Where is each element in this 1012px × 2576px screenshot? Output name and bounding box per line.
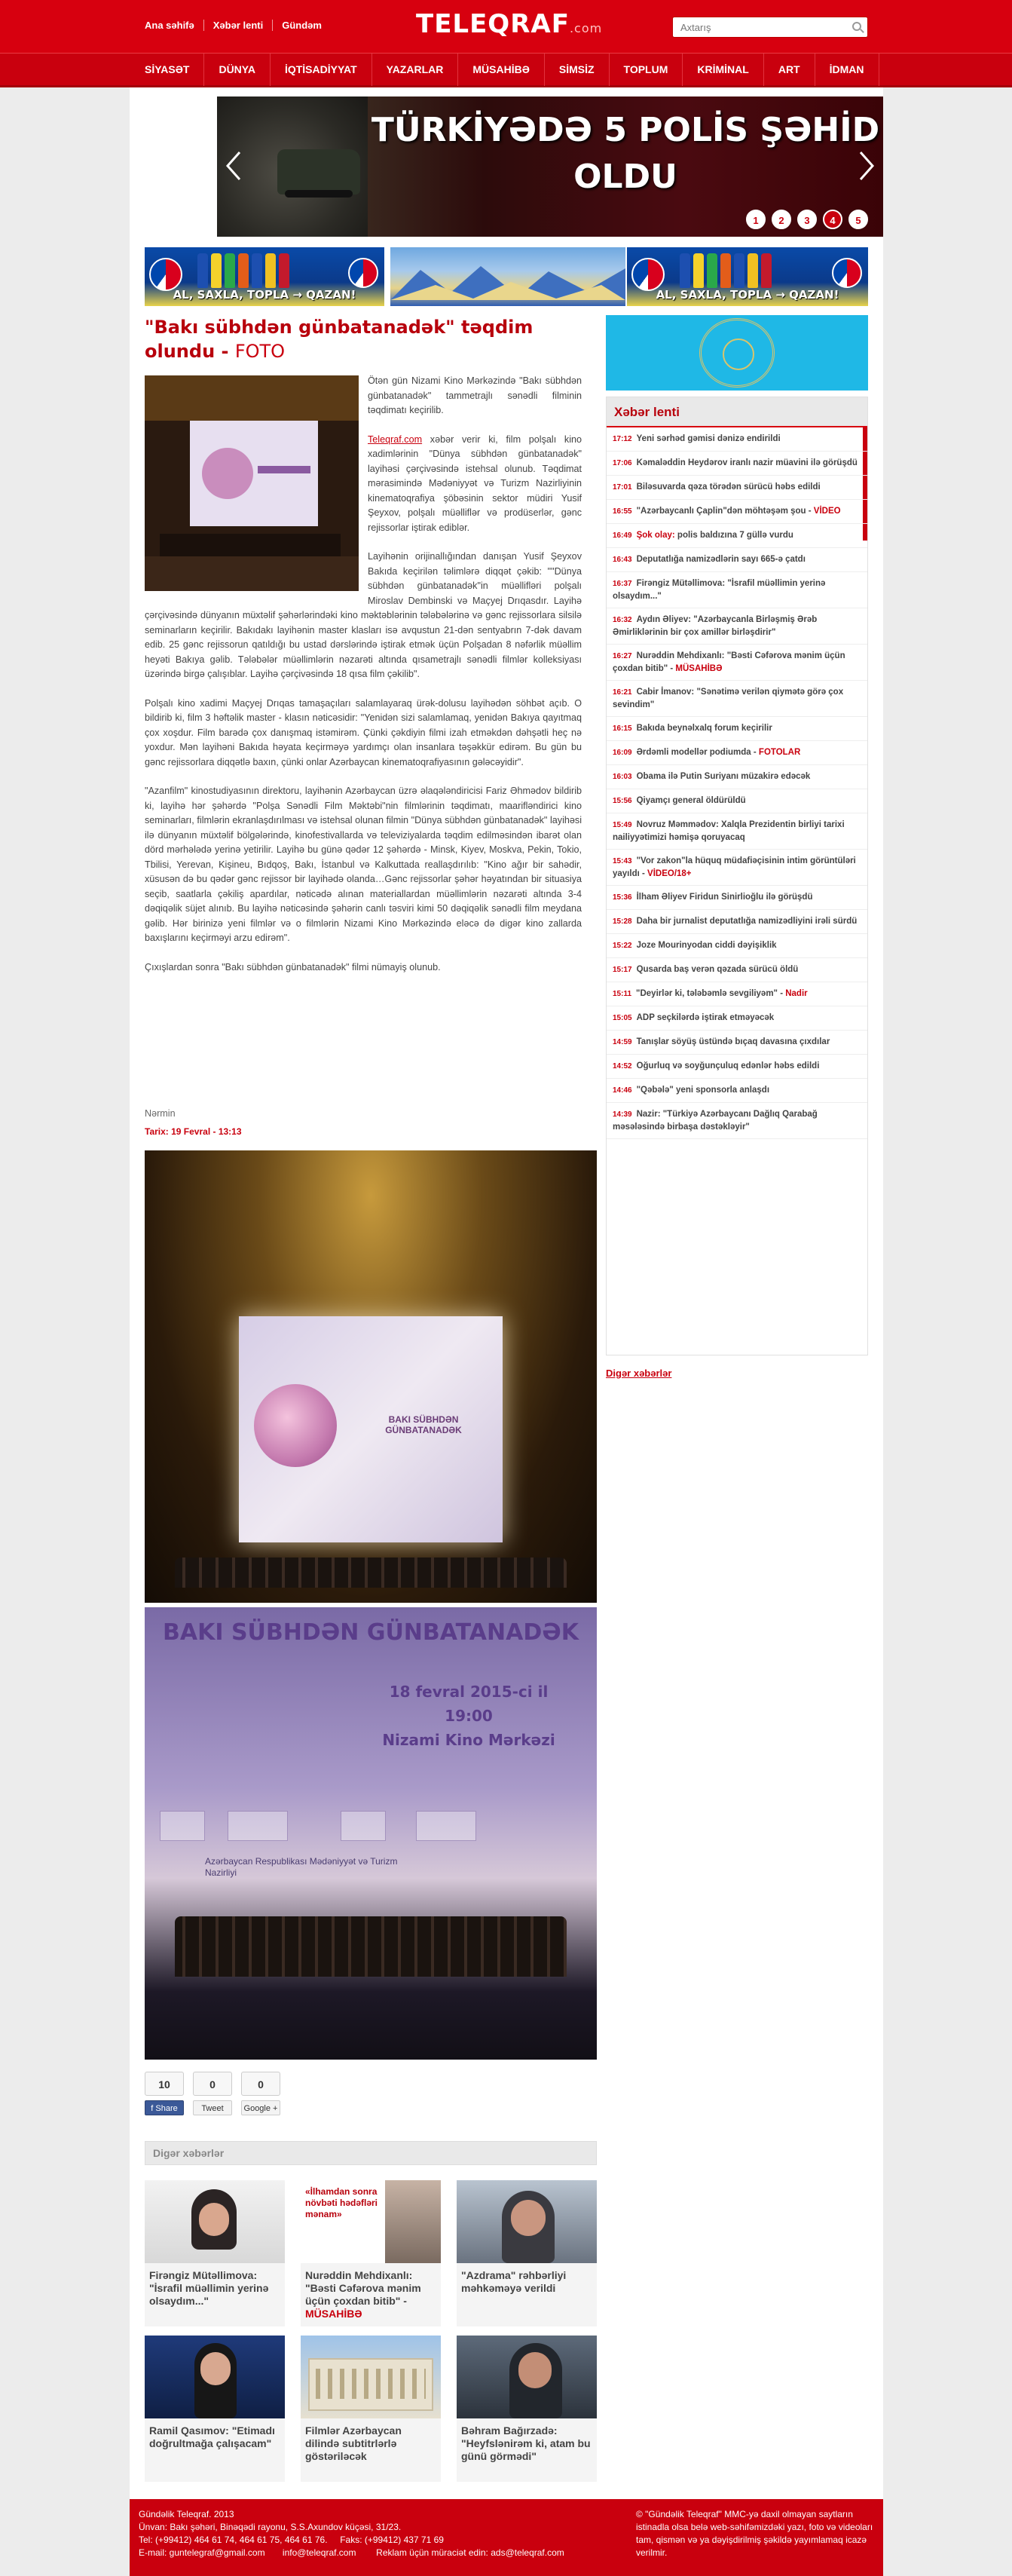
news-time: 16:09 — [613, 749, 632, 757]
share-bar — [145, 2072, 280, 2115]
search-icon[interactable] — [852, 22, 861, 31]
news-card[interactable] — [457, 2180, 597, 2326]
news-feed-item[interactable] — [607, 789, 867, 813]
news-card-title: Ramil Qasımov: "Etimadı doğrultmağa çalışacam" — [145, 2418, 285, 2482]
news-feed-item[interactable] — [607, 524, 867, 548]
pepsi-banner-right[interactable] — [627, 247, 868, 306]
slider-title[interactable]: TÜRKİYƏDƏ 5 POLİS ŞƏHİD OLDU — [371, 111, 880, 196]
other-news-heading: Digər xəbərlər — [145, 2141, 597, 2165]
news-headline: "Deyirlər ki, tələbəmlə sevgiliyəm" - — [636, 989, 786, 998]
news-feed-item[interactable] — [607, 548, 867, 572]
news-time: 14:52 — [613, 1062, 632, 1071]
news-feed-item[interactable] — [607, 645, 867, 681]
ministry-text: Azərbaycan Respublikası Mədəniyyət və Turizm Nazirliyi — [205, 1856, 398, 1878]
news-tag: VİDEO/18+ — [647, 869, 692, 878]
news-headline: Joze Mourinyodan ciddi dəyişiklik — [636, 941, 777, 950]
article-title-tag: FOTO — [234, 341, 286, 362]
news-feed-item[interactable] — [607, 500, 867, 524]
face-image — [199, 2203, 229, 2236]
share-count: 0 — [193, 2072, 232, 2096]
news-tag: Şok olay: — [636, 531, 675, 540]
nav-art[interactable]: ART — [764, 54, 815, 86]
news-feed-item[interactable] — [607, 427, 867, 452]
article-paragraph: Çıxışlardan sonra "Bakı sübhdən günbatanadək" filmi nümayiş olunub. — [145, 961, 441, 973]
news-feed-item[interactable] — [607, 741, 867, 765]
event-photo-2 — [145, 1607, 597, 2060]
news-time: 17:01 — [613, 483, 632, 492]
news-time: 16:49 — [613, 531, 632, 540]
nav-interview[interactable]: MÜSAHİBƏ — [458, 54, 545, 86]
news-headline: Biləsuvarda qəza törədən sürücü həbs edildi — [636, 482, 821, 492]
news-headline: Nazir: "Türkiyə Azərbaycanı Dağlıq Qarabağ məsələsində birbaşa dəstəkləyir" — [613, 1110, 818, 1132]
slider-prev-icon[interactable] — [225, 151, 243, 181]
news-headline: Nurəddin Mehdixanlı: "Bəsti Cəfərova mənim üçün çoxdan bitib" - — [613, 651, 845, 673]
news-feed-item[interactable] — [607, 934, 867, 958]
face-image — [200, 2352, 231, 2385]
poster-place: Nizami Kino Mərkəzi — [382, 1731, 555, 1749]
news-time: 14:59 — [613, 1038, 632, 1046]
top-header — [0, 0, 1012, 53]
news-card-title-text: Nurəddin Mehdixanlı: "Bəsti Cəfərova mənim üçün çoxdan bitib" - — [305, 2269, 421, 2307]
news-time: 15:11 — [613, 990, 632, 998]
sponsor-logo — [160, 1811, 205, 1841]
news-time: 15:05 — [613, 1014, 632, 1022]
news-card-thumb — [145, 2180, 285, 2263]
headline-slider[interactable] — [217, 96, 883, 237]
news-headline: Tanışlar söyüş üstündə bıçaq davasına çıxdılar — [636, 1037, 830, 1046]
slider-dot[interactable]: 3 — [797, 210, 817, 229]
logo-suffix: .com — [569, 21, 603, 35]
people-on-stage — [175, 1916, 567, 1977]
news-time: 14:46 — [613, 1086, 632, 1095]
nav-writers[interactable]: YAZARLAR — [372, 54, 459, 86]
poster-details — [348, 1680, 589, 1752]
footer — [130, 2499, 883, 2576]
article-title — [145, 315, 582, 363]
news-card[interactable] — [301, 2180, 441, 2326]
news-card-thumb — [301, 2336, 441, 2418]
news-feed — [606, 397, 868, 1355]
toplink-home[interactable]: Ana səhifə — [145, 20, 194, 31]
news-card[interactable] — [145, 2336, 285, 2482]
news-time: 17:12 — [613, 435, 632, 443]
logo-text: TELEQRAF — [416, 9, 570, 39]
nav-sport[interactable]: İDMAN — [815, 54, 879, 86]
news-card[interactable] — [457, 2336, 597, 2482]
news-feed-item[interactable] — [607, 1103, 867, 1139]
news-feed-item[interactable] — [607, 1031, 867, 1055]
slider-next-icon[interactable] — [858, 151, 876, 181]
face-image — [518, 2352, 552, 2388]
site-logo[interactable] — [416, 9, 602, 39]
news-tag: Nadir — [785, 989, 808, 998]
footer-copyright: © "Gündəlik Teleqraf" MMC-yə daxil olmayan saytların istinadla olsa belə web-səhifəmizdəki yazı, foto və videoları tam, qismən və ya dəyişdirilmiş şəkildə yayımlamaq icazə verilmir. — [636, 2509, 873, 2558]
page-container — [130, 87, 883, 2499]
news-feed-item[interactable] — [607, 982, 867, 1006]
more-news-link[interactable]: Digər xəbərlər — [606, 1368, 672, 1379]
pepsi-logo-icon — [149, 258, 182, 291]
footer-line: Tel: (+99412) 464 61 74, 464 61 75, 464 61 76. Faks: (+99412) 437 71 69 — [139, 2535, 444, 2545]
news-feed-item[interactable] — [607, 813, 867, 850]
news-card-tag: MÜSAHİBƏ — [305, 2308, 362, 2320]
nav-economy[interactable]: İQTİSADİYYAT — [271, 54, 372, 86]
news-card-title: Bəhram Bağırzadə: "Heyfslənirəm ki, atam bu günü görmədi" — [457, 2418, 597, 2482]
event-photo-1 — [145, 1150, 597, 1603]
hall-image — [145, 375, 359, 591]
news-feed-item[interactable] — [607, 476, 867, 500]
sponsor-logo — [228, 1811, 288, 1841]
news-feed-item[interactable] — [607, 1079, 867, 1103]
news-feed-item[interactable] — [607, 608, 867, 645]
news-time: 16:32 — [613, 616, 632, 624]
screen-text: BAKI SÜBHDƏN GÜNBATANADƏK — [385, 1414, 462, 1435]
poster-date: 18 fevral 2015-ci il — [389, 1683, 549, 1701]
article-paragraph-text: xəbər verir ki, film polşalı kino xadimlərinin "Dünya sübhdən günbatanadək" layihəsi çərçivəsində istehsal olunub. Təqdimat mərasimində Mədəniyyət və Turizm Nazirliyinin kinematoqrafiya şöbəsinin sektor müdiri Yusif Şeyxov, polşalı müəlliflər və prodüserlər, gənc rejissorlar iştirak ediblər. — [368, 433, 582, 533]
news-headline: Deputatlığa namizədlərin sayı 665-ə çatdı — [636, 555, 806, 564]
news-feed-item[interactable] — [607, 572, 867, 608]
source-link[interactable]: Teleqraf.com — [368, 433, 423, 445]
pepsi-logo-icon — [348, 258, 378, 288]
news-card-title: Filmlər Azərbaycan dilində subtitrlərlə göstəriləcək — [301, 2418, 441, 2482]
pepsi-banner-left[interactable] — [145, 247, 384, 306]
search-input[interactable] — [673, 17, 839, 37]
news-headline: Firəngiz Mütəllimova: "İsrafil müəllimin yerinə olsaydım..." — [613, 579, 826, 601]
article-main-photo — [145, 375, 359, 591]
news-feed-item[interactable] — [607, 886, 867, 910]
slider-pagination — [746, 210, 868, 229]
banner-text: AL, SAXLA, TOPLA → QAZAN! — [656, 288, 839, 302]
news-time: 16:03 — [613, 773, 632, 781]
tweet-button[interactable]: Tweet — [193, 2100, 232, 2115]
portrait-image — [385, 2180, 441, 2263]
top-header-inner — [130, 0, 883, 53]
slider-dot[interactable]: 2 — [772, 210, 791, 229]
news-headline: Obama ilə Putin Suriyanı müzakirə edəcək — [636, 772, 811, 781]
cinema-screen — [239, 1316, 503, 1542]
news-card[interactable] — [301, 2336, 441, 2482]
news-headline: Novruz Məmmədov: Xalqla Prezidentin birliyi tarixi nailiyyətimizi həmişə qoruyacaq — [613, 820, 845, 842]
slider-dot[interactable]: 5 — [848, 210, 868, 229]
sponsor-logos — [160, 1796, 582, 1886]
news-headline: "Qəbələ" yeni sponsorla anlaşdı — [636, 1086, 770, 1095]
main-nav-inner — [130, 54, 883, 86]
share-google — [241, 2072, 280, 2115]
sponsor-logo — [416, 1811, 476, 1841]
news-headline: Qiyamçı general öldürüldü — [636, 796, 746, 805]
news-time: 15:43 — [613, 857, 632, 865]
news-headline: Cabir İmanov: "Sənətimə verilən qiymətə görə çox sevindim" — [613, 688, 844, 709]
mountain-banner[interactable] — [390, 247, 625, 306]
news-headline: polis baldızına 7 güllə vurdu — [674, 531, 793, 540]
facebook-share-button[interactable]: f Share — [145, 2100, 184, 2115]
news-card-thumb — [457, 2336, 597, 2418]
news-headline: "Vor zakon"la hüquq müdafiəçisinin intim görüntüləri yayıldı - — [613, 856, 856, 878]
news-feed-item[interactable] — [607, 910, 867, 934]
pepsi-logo-icon — [631, 258, 665, 291]
banner-text: AL, SAXLA, TOPLA → QAZAN! — [173, 288, 356, 302]
news-tag: FOTOLAR — [758, 748, 801, 757]
news-feed-heading: Xəbər lenti — [607, 397, 867, 427]
news-time: 16:21 — [613, 688, 632, 697]
news-card-thumb — [301, 2180, 441, 2263]
news-headline: Bakıda beynəlxalq forum keçirilir — [636, 724, 772, 733]
news-headline: Yeni sərhəd gəmisi dənizə endirildi — [636, 434, 781, 443]
article-paragraph: Polşalı kino xadimi Maçyej Drıqas tamaşaçıları salamlayaraq ürək-dolusu layihədən söhbət açıb. O bildirib ki, film 3 həftəlik master - klasın nəticəsidir: "Yenidən sizi salamlamaq, yenidən Bakıya qayıtmaq çox xoşdur. Film barədə çox danışmaq istəmirəm. Çünki çəkdiyin filmi izah etməkdən dəhşətli heç nə yoxdur. Mən layihəni Bakıda həyata keçirməyə yardımçı olan insanlara təşəkkür edirəm. Bu gün bu gənc rejissorlara diqqətlə baxın, çünki onlar Azərbaycan kinematoqrafiyasının gələcəyidir". — [145, 697, 582, 767]
footer-line: E-mail: guntelegraf@gmail.com info@teleqraf.com Reklam üçün müraciət edin: ads@teleqraf.com — [139, 2547, 564, 2558]
news-time: 16:43 — [613, 556, 632, 564]
news-tag: VİDEO — [813, 507, 841, 516]
article-date: Tarix: 19 Fevral - 13:13 — [145, 1126, 242, 1137]
news-headline: Oğurluq və soyğunçuluq edənlər həbs edildi — [636, 1061, 820, 1071]
news-time: 14:39 — [613, 1110, 632, 1119]
news-time: 15:56 — [613, 797, 632, 805]
google-plus-button[interactable]: Google + — [241, 2100, 280, 2115]
news-headline: Kəmaləddin Heydərov iranlı nazir müavini ilə görüşdü — [636, 458, 858, 467]
face-image — [511, 2200, 546, 2236]
building-columns — [316, 2369, 426, 2399]
nav-world[interactable]: DÜNYA — [204, 54, 271, 86]
article-paragraph: "Azanfilm" kinostudiyasının direktoru, layihənin Azərbaycan üzrə əlaqələndiricisi Fariz Əhmədov bildirib ki, layihə hər şəhərdə "Polşa Sənədli Film Məktəbi"nin filmlərinin təqdimatı, maarifləndirici kino seminarları, filmlərin ekranlaşdırılması və istehsal olunan filmin "Dünya sübhdən günbatanadək" layihəsi ilə dünyanın müxtəlif bölgələrində, kinofestivallarda və televiziyalarda təqdim edilməsindən ibarət olan dörd mərhələdə yerinə yetirilir. Layihə bu günə qədər 12 şəhərdə - Minsk, Kiyev, Moskva, Pekin, Tokio, Tbilisi, Yerevan, Kişineu, Bıdqoş, Bakı, İstanbul və Kalkuttada reallaşdırılıb: "Kino ağır bir sahədir, xüsusən də bu qədər gənc rejissor bir layihədə olanda…Gənc rejissorlar şəhər həyatından bir situasiya seçib, saatlarla çəkiliş apardılar, nəticədə alınan materiallardan müəllimlərin nəzarəti altında 3-4 dəqiqəlik süjet alınıb. Bu layihə nəticəsində şəhərin canlı təsviri kimi 50 dəqiqəlik sənədli film meydana gəlib. Hər birinizə yeni filmlər və o filmlərin Nizami Kino Mərkəzində eləcə də digər kino zallarda baxışlarını keçirməyi arzu edirəm". — [145, 786, 582, 943]
news-headline: ADP seçkilərdə iştirak etməyəcək — [636, 1013, 775, 1022]
news-feed-item[interactable] — [607, 452, 867, 476]
share-twitter — [193, 2072, 232, 2115]
poster-title: BAKI SÜBHDƏN GÜNBATANADƏK — [163, 1619, 579, 1646]
share-count: 0 — [241, 2072, 280, 2096]
nav-politics[interactable]: SİYASƏT — [130, 54, 204, 86]
news-time: 15:49 — [613, 821, 632, 829]
slider-car-shape — [277, 149, 360, 195]
news-feed-item[interactable] — [607, 850, 867, 886]
slider-dot[interactable]: 1 — [746, 210, 766, 229]
news-headline: Qusarda baş verən qəzada sürücü öldü — [636, 965, 799, 974]
news-card[interactable] — [145, 2180, 285, 2326]
nav-criminal[interactable]: KRİMİNAL — [683, 54, 763, 86]
news-time: 15:22 — [613, 942, 632, 950]
news-card-title — [301, 2263, 441, 2326]
news-feed-item[interactable] — [607, 717, 867, 741]
sidebar-ad[interactable] — [606, 315, 868, 391]
news-time: 15:17 — [613, 966, 632, 974]
news-time: 16:37 — [613, 580, 632, 588]
footer-line: Ünvan: Bakı şəhəri, Binəqədi rayonu, S.S.Axundov küçəsi, 31/23. — [139, 2522, 402, 2532]
article-paragraph: Ötən gün Nizami Kino Mərkəzində "Bakı sübhdən günbatanadək" tammetrajlı sənədli filminin təqdimatı keçirilib. — [368, 375, 582, 415]
news-feed-item[interactable] — [607, 681, 867, 717]
news-card-title: Firəngiz Mütəllimova: "İsrafil müəllimin yerinə olsaydım..." — [145, 2263, 285, 2326]
news-feed-item[interactable] — [607, 958, 867, 982]
top-links — [145, 20, 331, 31]
people-on-stage — [175, 1558, 567, 1588]
news-headline: Aydın Əliyev: "Azərbaycanla Birləşmiş Ərəb Əmirliklərinin bir çox amillər birləşdirir" — [613, 615, 818, 637]
news-tag: MÜSAHİBƏ — [675, 664, 723, 673]
nav-wireless[interactable]: SİMSİZ — [545, 54, 610, 86]
news-headline: "Azərbaycanlı Çaplin"dən möhtəşəm şou - — [636, 507, 814, 516]
article-title-text: "Bakı sübhdən günbatanadək" təqdim olundu - — [145, 317, 534, 362]
toplink-agenda[interactable]: Gündəm — [272, 20, 331, 31]
nav-society[interactable]: TOPLUM — [610, 54, 683, 86]
sponsor-logo — [341, 1811, 386, 1841]
share-facebook — [145, 2072, 184, 2115]
news-card-thumb — [145, 2336, 285, 2418]
news-feed-item[interactable] — [607, 765, 867, 789]
pepsi-logo-icon — [832, 258, 862, 288]
news-headline: Ərdəmli modellər podiumda - — [636, 748, 759, 757]
share-count: 10 — [145, 2072, 184, 2096]
footer-contact — [139, 2508, 621, 2559]
bottles-image — [197, 253, 289, 288]
search-box — [672, 17, 868, 38]
slider-dot-active[interactable]: 4 — [823, 210, 842, 229]
news-time: 15:36 — [613, 893, 632, 902]
news-time: 16:15 — [613, 724, 632, 733]
bottles-image — [680, 253, 772, 288]
news-feed-list — [607, 427, 867, 1139]
mountains-image — [390, 262, 625, 300]
main-nav — [0, 53, 1012, 87]
poster-time: 19:00 — [445, 1707, 493, 1725]
news-headline: İlham Əliyev Firidun Sinirlioğlu ilə görüşdü — [636, 893, 813, 902]
article-author: Nərmin — [145, 1108, 176, 1119]
news-card-title: "Azdrama" rəhbərliyi məhkəməyə verildi — [457, 2263, 597, 2326]
article-paragraph: Layihənin orijinallığından danışan Yusif Şeyxov Bakıda keçirilən təlimlərə diqqət çəkib: ""Dünya sübhdən günbatanadək"in müəllifləri polşalı Miroslav Dembinski və Maçyej Drıqasdır. Layihə çərçivəsində dünyanın müxtəlif şəhərlərindəki kino məktəblərinin tələbələrinə və gənc rejissorlara silsilə seminarların keçirilir. Bakıdakı layihənin master klasları isə avqustun 21-dən sentyabrın 7-dək davam edib. 25 gənc rejissorun qatıldığı bu ustad dərslərində iştirak etmək üçün Polşadan 8 nəfərlik müəllim heyəti Bakıya gəlib. Tələbələr müəllimlərin nəzarəti altında qısametrajlı sənədli filmlər kolleksiyası üzərində birgə çalışıblar. Layihə çərçivəsində 18 qısa film çəkilib". — [145, 551, 582, 679]
footer-line: Gündəlik Teleqraf. 2013 — [139, 2509, 234, 2519]
toplink-news-feed[interactable]: Xəbər lenti — [203, 20, 272, 31]
news-time: 16:55 — [613, 507, 632, 516]
thumb-quote: «İlhamdan sonra növbəti hədəfləri mənam» — [305, 2186, 378, 2219]
news-time: 16:27 — [613, 652, 632, 660]
news-time: 17:06 — [613, 459, 632, 467]
news-headline: Daha bir jurnalist deputatlığa namizədliyini irəli sürdü — [636, 917, 858, 926]
news-time: 15:28 — [613, 917, 632, 926]
globe-image — [254, 1384, 337, 1467]
news-feed-item[interactable] — [607, 1055, 867, 1079]
emblem-icon — [699, 318, 775, 387]
news-card-thumb — [457, 2180, 597, 2263]
news-feed-item[interactable] — [607, 1006, 867, 1031]
